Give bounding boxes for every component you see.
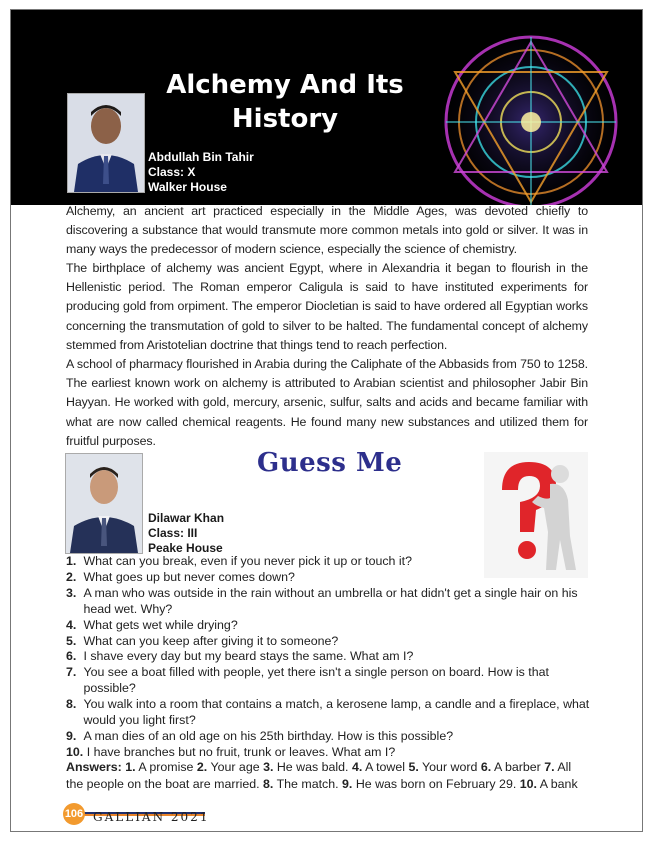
answer-text: All the people on the boat are married.	[66, 760, 572, 791]
answer-number: 9.	[342, 776, 353, 791]
question-item	[66, 649, 596, 665]
question-number: 6.	[66, 649, 77, 664]
answer-text: A promise	[138, 760, 194, 774]
question-text: What gets wet while drying?	[83, 617, 238, 632]
question-text: What can you break, even if you never pick it up or touch it?	[83, 554, 412, 568]
author-photo-dilawar	[65, 453, 143, 554]
answer-text: He was born on February 29.	[355, 776, 517, 791]
answer-number: 5.	[408, 760, 419, 774]
question-item	[66, 570, 596, 586]
answer-number: 6.	[480, 760, 492, 774]
author-house: Peake House	[148, 541, 223, 555]
answer-text: A bank	[539, 776, 578, 791]
question-number: 9.	[66, 728, 77, 743]
author-class: Class: X	[148, 165, 196, 179]
quiz-title: Guess Me	[257, 448, 403, 478]
answers-block	[66, 759, 588, 792]
answer-number: 7.	[544, 760, 555, 774]
alchemy-circle-image	[406, 32, 642, 205]
answers-label: Answers:	[66, 760, 122, 774]
question-number: 10.	[66, 744, 84, 759]
quiz-author-info	[148, 511, 224, 556]
article-author-info	[148, 150, 254, 195]
author-name: Abdullah Bin Tahir	[148, 150, 254, 164]
answer-text: He was bald.	[276, 760, 349, 774]
question-number: 7.	[66, 665, 77, 680]
question-number: 3.	[66, 585, 77, 600]
answer-text: A towel	[365, 760, 406, 774]
author-house: Walker House	[148, 180, 227, 194]
answer-text: Your word	[422, 760, 478, 774]
answer-number: 3.	[263, 760, 274, 774]
answer-text: Your age	[210, 760, 260, 774]
author-photo-abdullah	[67, 93, 145, 193]
article-paragraph-1: Alchemy, an ancient art practiced especially in the Middle Ages, was devoted chiefly to discovering a substance that would transmute more common metals into gold or silver. It was in many ways the predecessor of modern science, especially the science of chemistry.	[66, 204, 588, 257]
question-item	[66, 618, 596, 634]
question-text: What goes up but never comes down?	[83, 569, 295, 584]
answer-number: 8.	[263, 776, 274, 791]
question-text: You see a boat filled with people, yet there isn't a single person on board. How is that possible?	[83, 665, 549, 696]
title-line-1: Alchemy And Its	[166, 70, 404, 100]
question-list	[66, 554, 596, 761]
question-text: I shave every day but my beard stays the same. What am I?	[83, 649, 414, 664]
answer-number: 2.	[196, 760, 208, 774]
answer-number: 1.	[125, 760, 136, 774]
question-number: 1.	[66, 554, 77, 568]
article-title	[135, 68, 435, 136]
question-number: 8.	[66, 697, 77, 712]
portrait-image	[66, 454, 142, 553]
question-item	[66, 665, 596, 697]
article-paragraph-2: The birthplace of alchemy was ancient Egypt, where in Alexandria it began to flourish in the Hellenistic period. The Roman emperor Caligula is said to have instituted experiments for producing gold from orpiment. The emperor Diocletian is said to have ordered all Egyptian works concerning the transmutation of gold to silver to be halted. The fundamental concept of alchemy stemmed from Aristotelian doctrine that things tend to reach perfection.	[66, 261, 588, 352]
magazine-title: GALLIAN 2021	[93, 810, 210, 824]
question-item	[66, 697, 596, 729]
question-item	[66, 634, 596, 650]
answer-number: 10.	[519, 776, 537, 791]
author-class: Class: III	[148, 526, 198, 540]
question-number: 4.	[66, 617, 77, 632]
question-text: A man who was outside in the rain without an umbrella or hat didn't get a single hair on his head wet. Why?	[83, 585, 578, 616]
question-number: 2.	[66, 569, 77, 584]
page-number-badge: 106	[63, 803, 85, 825]
title-line-2: History	[231, 104, 339, 134]
question-text: A man dies of an old age on his 25th birthday. How is this possible?	[83, 728, 454, 743]
question-text: I have branches but no fruit, trunk or leaves. What am I?	[86, 744, 396, 759]
question-item	[66, 554, 596, 570]
portrait-image	[68, 94, 144, 192]
question-text: You walk into a room that contains a match, a kerosene lamp, a candle and a fireplace, what would you light first?	[83, 697, 590, 728]
answer-text: The match.	[276, 776, 339, 791]
answer-number: 4.	[351, 760, 363, 774]
article-paragraph-3: A school of pharmacy flourished in Arabia during the Caliphate of the Abbasids from 750 to 1258. The earliest known work on alchemy is attributed to Arabian scientist and philosopher Jabir Bin Hayyan. He worked with gold, mercury, arsenic, sulfur, salts and acids and became familiar with what are now called chemical reagents. He found many new substances and utilized them for fruitful purposes.	[66, 357, 588, 448]
question-number: 5.	[66, 633, 77, 648]
answer-text: A barber	[493, 760, 541, 774]
question-item	[66, 729, 596, 745]
question-item	[66, 586, 596, 618]
author-name: Dilawar Khan	[148, 511, 225, 525]
question-text: What can you keep after giving it to someone?	[83, 633, 339, 648]
